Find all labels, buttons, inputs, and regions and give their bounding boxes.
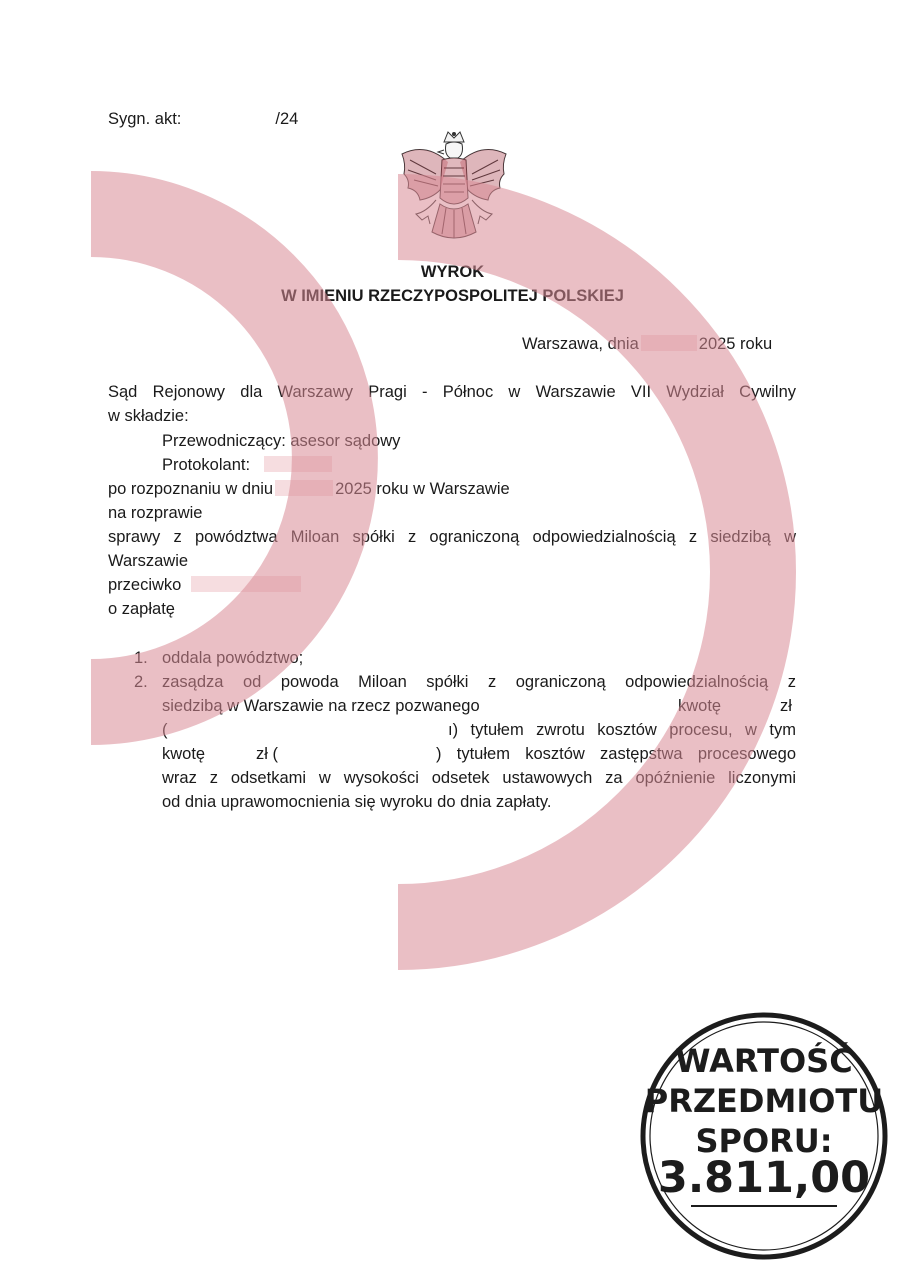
ruling-2-currency: zł bbox=[780, 697, 792, 715]
ruling-2-final: od dnia uprawomocnienia się wyroku do dnia zapłaty. bbox=[162, 793, 552, 811]
hearing-date: po rozpoznaniu w dniu 2025 roku w Warszawie bbox=[108, 480, 510, 498]
ruling-2-currency-2: zł ( bbox=[256, 745, 278, 763]
court-name: Sąd Rejonowy dla Warszawy Pragi - Północ w Warszawie VII Wydział Cywilny bbox=[108, 383, 796, 401]
ruling-2-amount-word: kwotę bbox=[678, 697, 722, 715]
ruling-2-interest: wraz z odsetkami w wysokości odsetek ustawowych za opóźnienie liczonymi bbox=[162, 769, 796, 787]
dispute-value-stamp bbox=[639, 1005, 889, 1267]
judgment-title: WYROK bbox=[420, 263, 485, 281]
case-line-2: Warszawie bbox=[108, 552, 189, 570]
ruling-2-costs: ı) tytułem zwrotu kosztów procesu, w tym bbox=[448, 721, 796, 739]
stamp-line-2: PRZEDMIOTU bbox=[644, 1082, 884, 1120]
judgment-subtitle: W IMIENIU RZECZYPOSPOLITEJ POLSKIEJ bbox=[281, 287, 624, 305]
redacted-hearing-date bbox=[275, 480, 333, 496]
place-date: Warszawa, dnia 2025 roku bbox=[522, 335, 773, 353]
stamp-value: 3.811,00 bbox=[657, 1153, 871, 1203]
stamp-line-1: WARTOŚĆ bbox=[675, 1042, 853, 1080]
hearing-mode: na rozprawie bbox=[108, 504, 203, 522]
ruling-1-number: 1. bbox=[134, 649, 148, 667]
case-line-1: sprawy z powództwa Miloan spółki z ograniczoną odpowiedzialnością z siedzibą w bbox=[108, 528, 796, 546]
case-defendant: przeciwko bbox=[108, 574, 301, 596]
case-subject: o zapłatę bbox=[108, 600, 175, 618]
redacted-clerk bbox=[264, 456, 332, 472]
ruling-2-number: 2. bbox=[134, 673, 148, 691]
presiding-judge: Przewodniczący: asesor sądowy bbox=[162, 432, 401, 450]
ruling-2-line-2: siedzibą w Warszawie na rzecz pozwanego bbox=[162, 697, 480, 715]
court-clerk: Protokolant: bbox=[162, 454, 332, 476]
stamp-line-3: SPORU: bbox=[695, 1122, 833, 1160]
eagle-emblem-icon bbox=[396, 128, 512, 258]
composition-intro: w składzie: bbox=[108, 407, 189, 425]
redacted-defendant bbox=[191, 576, 301, 592]
ruling-2-paren-open: ( bbox=[162, 721, 168, 739]
ruling-2-line-1: zasądza od powoda Miloan spółki z ograniczoną odpowiedzialnością z bbox=[162, 673, 796, 691]
redacted-date bbox=[641, 335, 697, 351]
ruling-2-amount-word-2: kwotę bbox=[162, 745, 206, 763]
ruling-1-text: oddala powództwo; bbox=[162, 649, 304, 667]
case-reference: Sygn. akt: /24 bbox=[108, 110, 299, 128]
ruling-2-representation: ) tytułem kosztów zastępstwa procesowego bbox=[436, 745, 796, 763]
